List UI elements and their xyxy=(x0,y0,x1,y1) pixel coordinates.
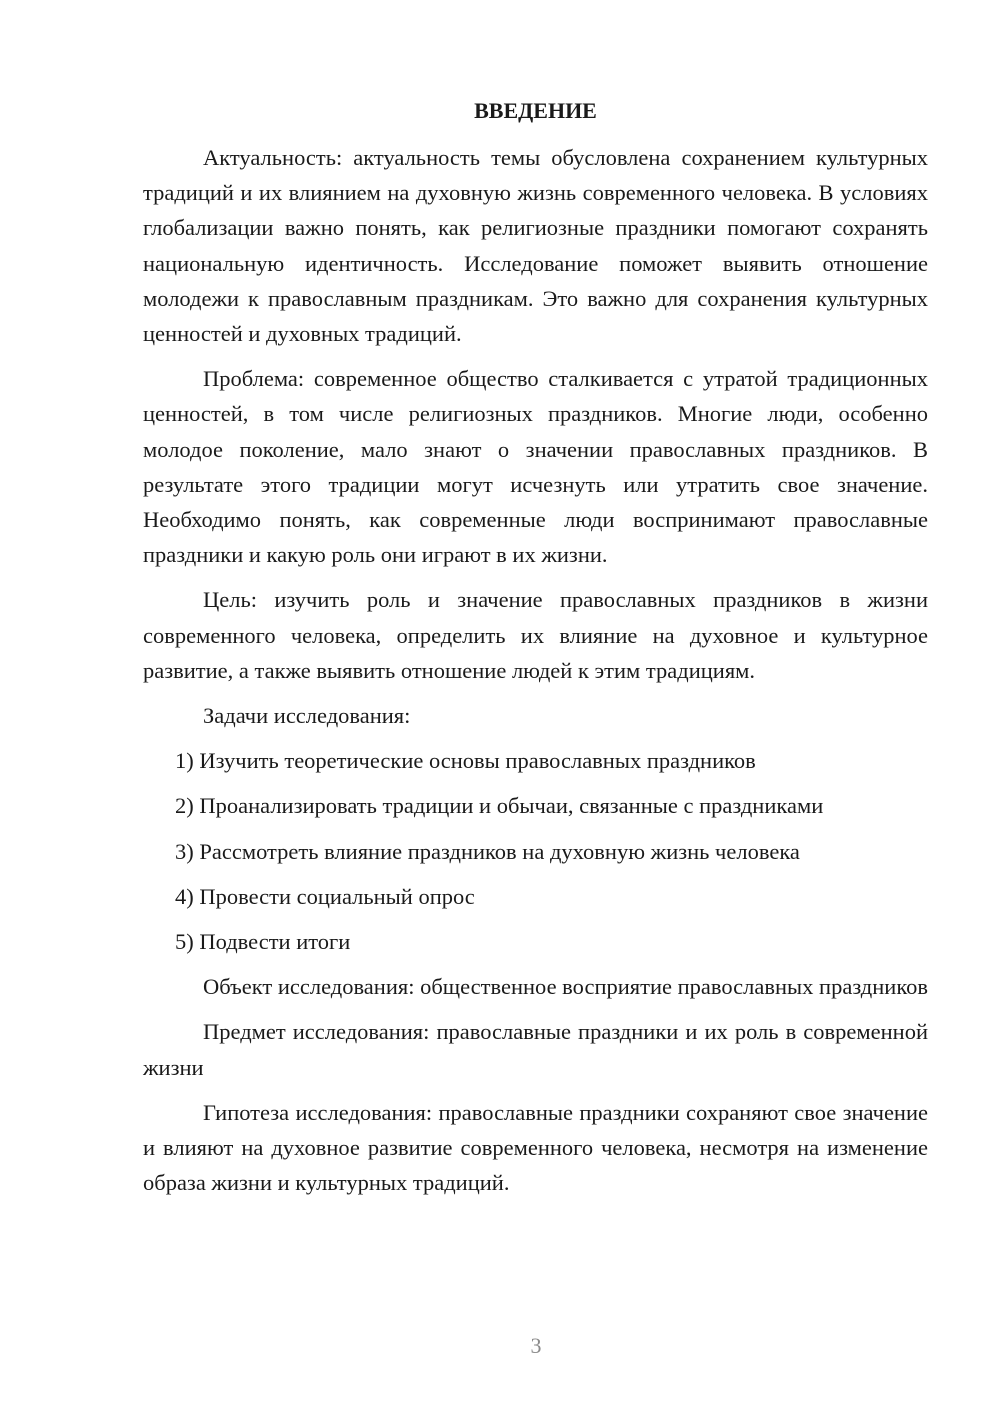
hypothesis-paragraph: Гипотеза исследования: православные праздники сохраняют свое значение и влияют на духовное развитие современного человека, несмотря на изменение образа жизни и культурных традиций. xyxy=(143,1099,928,1196)
tasks-list xyxy=(143,743,928,959)
subject-paragraph: Предмет исследования: православные праздники и их роль в современной жизни xyxy=(143,1019,928,1080)
page-title: ВВЕДЕНИЕ xyxy=(474,98,597,123)
object-paragraph: Объект исследования: общественное восприятие православных праздников xyxy=(203,974,928,1000)
task-item-4: 4) Провести социальный опрос xyxy=(175,883,475,909)
relevance-paragraph: Актуальность: актуальность темы обусловлена сохранением культурных традиций и их влиянием на духовную жизнь современного человека. В условиях глобализации важно понять, как религиозные праздники помогают сохранять национальную идентичность. Исследование поможет выявить отношение молодежи к православным праздникам. Это важно для сохранения культурных ценностей и духовных традиций. xyxy=(143,145,928,347)
task-item-2: 2) Проанализировать традиции и обычаи, связанные с праздниками xyxy=(175,793,824,819)
problem-paragraph: Проблема: современное общество сталкивается с утратой традиционных ценностей, в том числе религиозных праздников. Многие люди, особенно молодое поколение, мало знают о значении православных праздников. В результате этого традиции могут исчезнуть или утратить свое значение. Необходимо понять, как современные люди воспринимают православные праздники и какую роль они играют в их жизни. xyxy=(143,366,928,568)
page-content xyxy=(143,96,928,1210)
tasks-heading: Задачи исследования: xyxy=(203,703,411,729)
goal-paragraph: Цель: изучить роль и значение православных праздников в жизни современного человека, определить их влияние на духовное и культурное развитие, а также выявить отношение людей к этим традициям. xyxy=(143,587,928,683)
task-item-1: 1) Изучить теоретические основы православных праздников xyxy=(175,748,756,774)
page-number: 3 xyxy=(530,1333,542,1358)
task-item-3: 3) Рассмотреть влияние праздников на духовную жизнь человека xyxy=(175,838,800,864)
task-item-5: 5) Подвести итоги xyxy=(175,929,351,955)
